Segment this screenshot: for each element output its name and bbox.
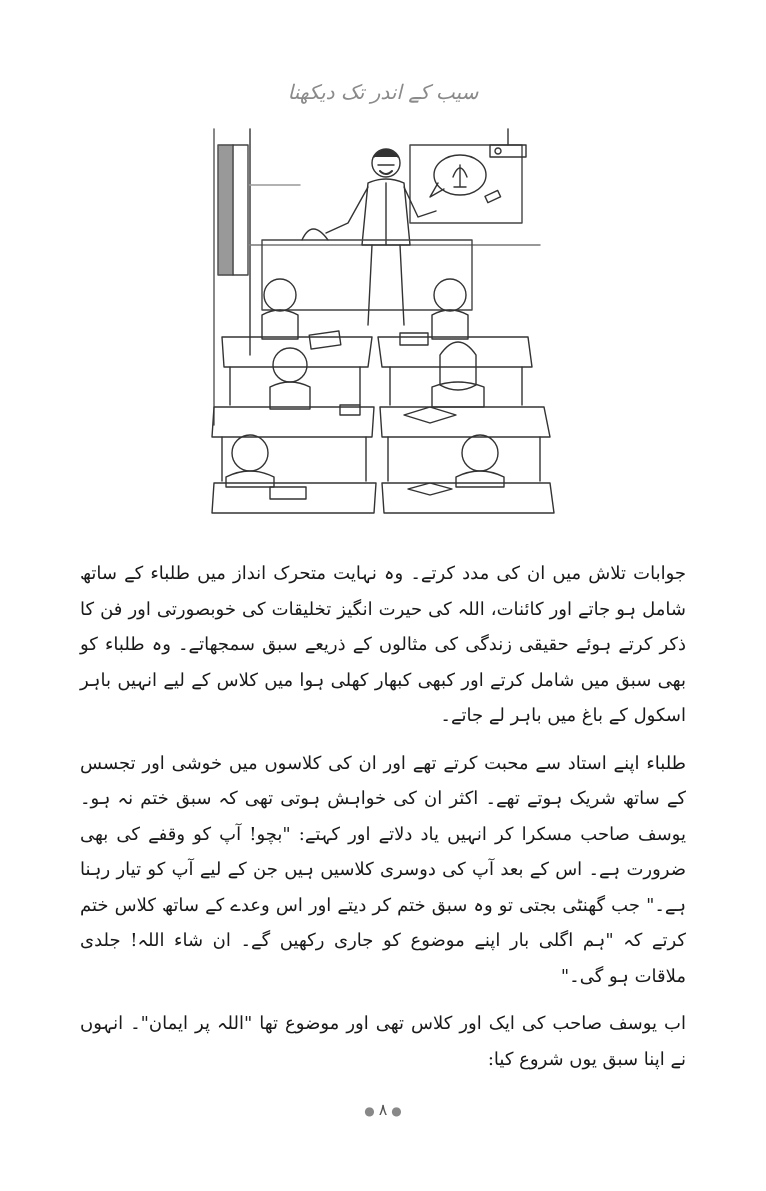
bullet-icon: ● [364, 1103, 375, 1118]
paragraph-2: طلباء اپنے استاد سے محبت کرتے تھے اور ان کی کلاسوں میں خوشی اور تجسس کے ساتھ شریک ہوتے تھے۔ اکثر ان کی خواہش ہوتی تھی کہ سبق ختم نہ ہو۔ یوسف صاحب مسکرا کر انہیں یاد دلاتے اور کہتے: "بچو! آپ کو وقفے کی بھی ضرورت ہے۔ اس کے بعد آپ کی دوسری کلاسیں ہیں جن کے لیے آپ کو تیار رہنا ہے۔" جب گھنٹی بجتی تو وہ سبق ختم کر دیتے اور اس وعدے کے ساتھ کلاس ختم کرتے کہ "ہم اگلی بار اپنے موضوع کو جاری رکھیں گے۔ ان شاء اللہ! جلدی ملاقات ہو گی۔" [80, 752, 686, 987]
paragraph-3: اب یوسف صاحب کی ایک اور کلاس تھی اور موضوع تھا "اللہ پر ایمان"۔ انہوں نے اپنا سبق یوں شروع کیا: [80, 1013, 686, 1070]
classroom-illustration [210, 125, 556, 535]
paragraph-1: جوابات تلاش میں ان کی مدد کرتے۔ وہ نہایت متحرک انداز میں طلباء کے ساتھ شامل ہو جاتے اور کائنات، اللہ کی حیرت انگیز تخلیقات کی خوبصورتی اور فن کا ذکر کرتے ہوئے حقیقی زندگی کی مثالوں کے ذریعے سبق سمجھاتے۔ وہ طلباء کو بھی سبق میں شامل کرتے اور کبھی کبھار کھلی ہوا میں کلاس کے لیے انہیں باہر اسکول کے باغ میں باہر لے جاتے۔ [80, 563, 686, 726]
running-head: سیب کے اندر تک دیکھنا [287, 80, 479, 104]
page-number-value: ۸ [378, 1100, 388, 1119]
bullet-icon: ● [391, 1103, 402, 1118]
body-text [80, 556, 686, 1089]
page-number [0, 1100, 766, 1119]
